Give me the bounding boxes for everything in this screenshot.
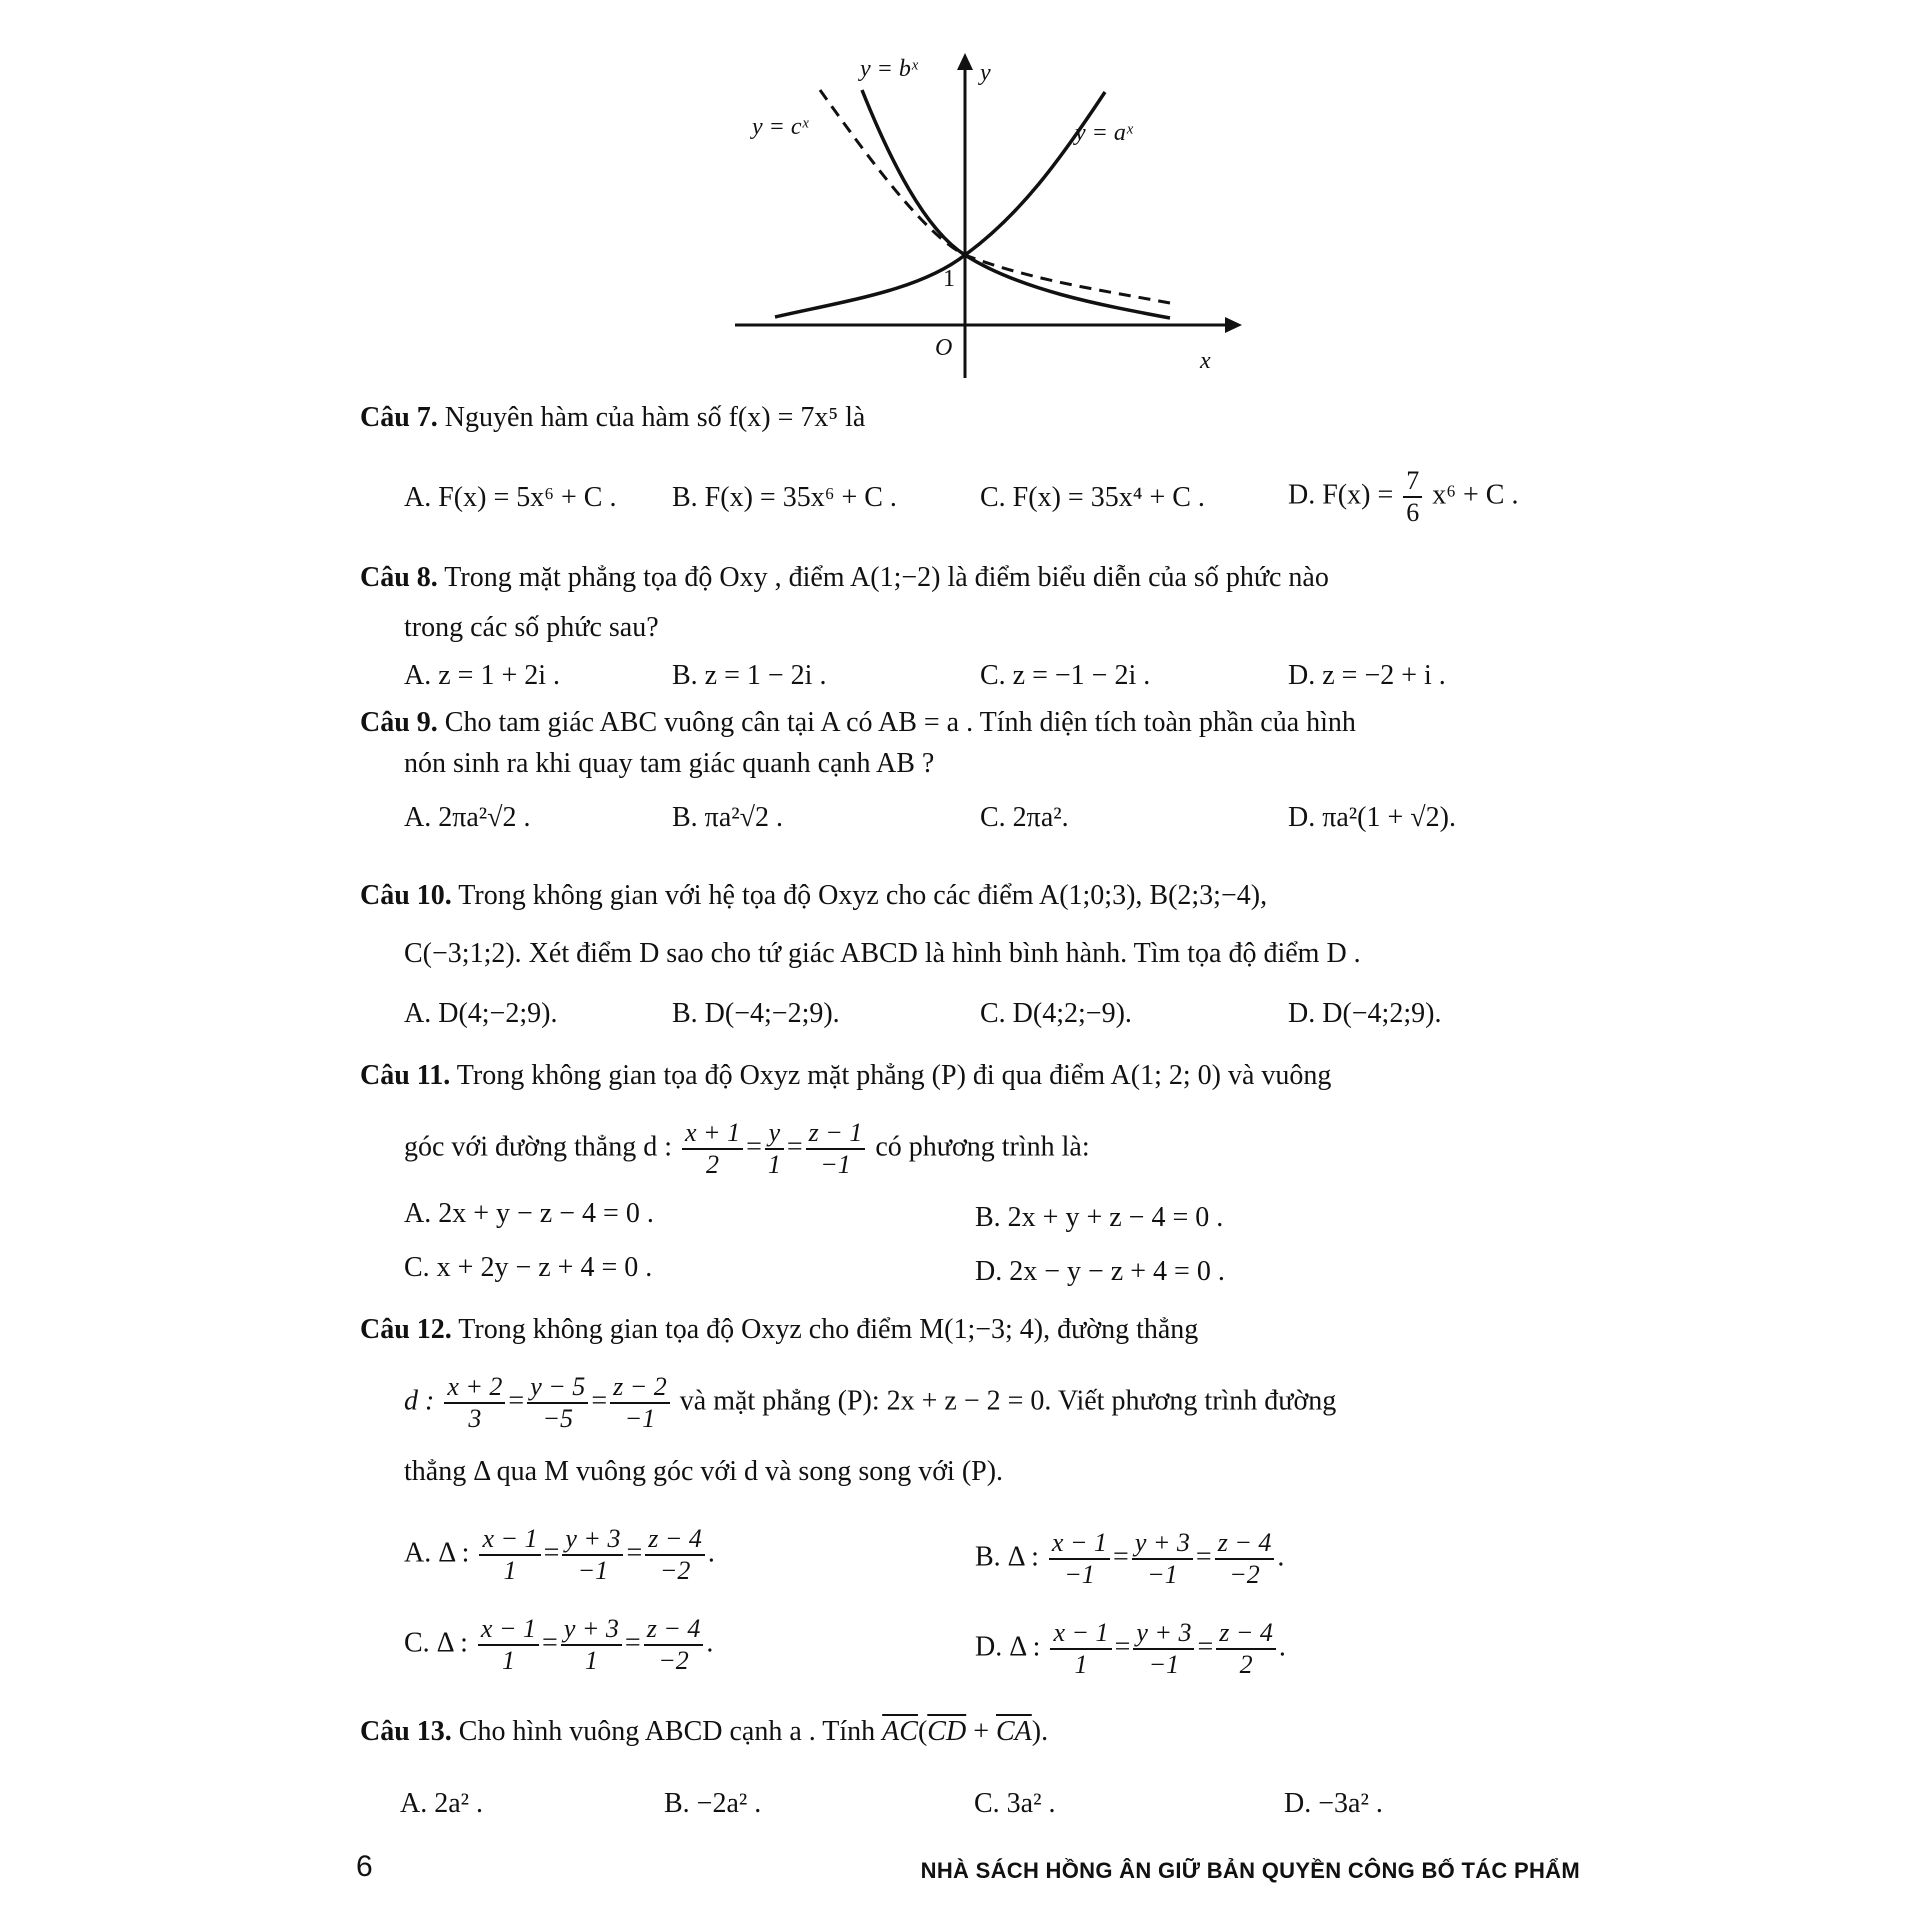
q9-option-d[interactable]: D. πa²(1 + √2).	[1288, 802, 1456, 833]
q11-suffix: có phương trình là:	[875, 1131, 1090, 1163]
question-text: Cho tam giác ABC vuông cân tại A có AB = a . Tính diện tích toàn phần của hình	[444, 707, 1356, 738]
q8-option-c[interactable]: C. z = −1 − 2i .	[980, 660, 1151, 691]
question-label: Câu 12.	[360, 1314, 452, 1345]
q12-c-fraction-2: $\frac{y + 3}{1}$	[561, 1614, 622, 1676]
q9-option-c[interactable]: C. 2πa².	[980, 802, 1069, 833]
q11-option-a[interactable]: A. 2x + y − z − 4 = 0 .	[404, 1198, 654, 1229]
q12-b-fraction-3: $\frac{z - 4}{-2}$	[1215, 1528, 1275, 1590]
question-11	[360, 1058, 1331, 1094]
vector-ca: $\overline{CA}$	[995, 1716, 1032, 1747]
q12-b-fraction-2: $\frac{y + 3}{-1}$	[1132, 1528, 1193, 1590]
q12-d-suffix: và mặt phẳng (P): 2x + z − 2 = 0. Viết phương trình đường	[679, 1385, 1337, 1417]
question-label: Câu 9.	[360, 707, 438, 738]
q7-d-prefix: D. F(x) =	[1288, 479, 1394, 511]
q13-option-a[interactable]: A. 2a² .	[400, 1788, 484, 1819]
q13-option-d[interactable]: D. −3a² .	[1284, 1788, 1383, 1819]
q12-c-fraction-1: $\frac{x - 1}{1}$	[478, 1614, 539, 1676]
q12-a-fraction-3: $\frac{z - 4}{-2}$	[645, 1524, 705, 1586]
q10-option-d[interactable]: D. D(−4;2;9).	[1288, 998, 1442, 1029]
question-12-line3: thẳng Δ qua M vuông góc với d và song song với (P).	[404, 1456, 1004, 1487]
q11-fraction-1: $\frac{x + 1}{2}$	[682, 1118, 743, 1180]
question-label: Câu 8.	[360, 562, 438, 593]
q11-fraction-3: $\frac{z - 1}{-1}$	[806, 1118, 866, 1180]
q7-option-d[interactable]	[1288, 466, 1518, 528]
q7-d-fraction: $\frac{7}{6}$	[1403, 466, 1422, 528]
question-label: Câu 7.	[360, 402, 438, 433]
y-axis-arrow-icon	[957, 53, 973, 70]
q12-option-c[interactable]: C. Δ : $\frac{x - 1}{1}$ = $\frac{y + 3}{1}$ = $\frac{z - 4}{-2}$ .	[404, 1614, 714, 1675]
q11-prefix: góc với đường thẳng d :	[404, 1131, 672, 1163]
q12-fraction-2: $\frac{y - 5}{-5}$	[527, 1372, 588, 1434]
q12-d-fraction-3: $\frac{z - 4}{2}$	[1216, 1618, 1276, 1680]
exponential-graph	[730, 50, 1250, 390]
q12-d-prefix: D. Δ :	[975, 1631, 1041, 1663]
curve-b-label: y = bˣ	[860, 56, 918, 82]
question-text: Trong không gian tọa độ Oxyz cho điểm M(1;−3; 4), đường thẳng	[458, 1314, 1199, 1345]
question-label: Câu 10.	[360, 880, 452, 911]
q12-option-d[interactable]: D. Δ : $\frac{x - 1}{1}$ = $\frac{y + 3}{-1}$ = $\frac{z - 4}{2}$ .	[975, 1618, 1286, 1679]
vector-cd: $\overline{CD}$	[927, 1716, 967, 1747]
q12-fraction-1: $\frac{x + 2}{3}$	[444, 1372, 505, 1434]
question-13: Câu 13. Cho hình vuông ABCD cạnh a . Tính $\overline{AC}(\overline{CD} + \overline{CA})$.	[360, 1716, 1049, 1747]
q7-option-a[interactable]: A. F(x) = 5x⁶ + C .	[404, 482, 617, 513]
q8-option-b[interactable]: B. z = 1 − 2i .	[672, 660, 827, 691]
q11-option-c[interactable]: C. x + 2y − z + 4 = 0 .	[404, 1252, 653, 1283]
q9-option-b[interactable]: B. πa²√2 .	[672, 802, 784, 833]
q12-c-prefix: C. Δ :	[404, 1627, 468, 1659]
question-9-line2: nón sinh ra khi quay tam giác quanh cạnh AB ?	[404, 748, 935, 779]
q8-option-d[interactable]: D. z = −2 + i .	[1288, 660, 1446, 691]
y-axis-label: y	[980, 60, 991, 86]
q13-option-c[interactable]: C. 3a² .	[974, 1788, 1056, 1819]
q12-d-fraction-1: $\frac{x - 1}{1}$	[1050, 1618, 1111, 1680]
question-8	[360, 560, 1329, 596]
q7-d-suffix: x⁶ + C .	[1432, 479, 1519, 511]
curve-a	[775, 92, 1105, 317]
q7-option-c[interactable]: C. F(x) = 35x⁴ + C .	[980, 482, 1205, 513]
q12-a-fraction-1: $\frac{x - 1}{1}$	[479, 1524, 540, 1586]
question-12-line2: d : $\frac{x + 2}{3}$ = $\frac{y - 5}{-5}$ = $\frac{z - 2}{-1}$ và mặt phẳng (P): 2x + z − 2 = 0. Viết phương trình đường	[404, 1372, 1337, 1433]
x-axis-label: x	[1200, 348, 1211, 374]
question-11-line2: góc với đường thẳng d : $\frac{x + 1}{2}$ = $\frac{y}{1}$ = $\frac{z - 1}{-1}$ có phương trình là:	[404, 1118, 1090, 1179]
q12-d-fraction-2: $\frac{y + 3}{-1}$	[1133, 1618, 1194, 1680]
one-label: 1	[943, 266, 955, 292]
question-text: Cho hình vuông ABCD cạnh a . Tính	[458, 1716, 876, 1747]
vector-ac: $\overline{AC}$	[882, 1716, 918, 1747]
page-number: 6	[356, 1850, 373, 1883]
curve-a-label: y = aˣ	[1075, 120, 1133, 146]
q12-c-fraction-3: $\frac{z - 4}{-2}$	[644, 1614, 704, 1676]
question-text: Trong không gian tọa độ Oxyz mặt phẳng (P) đi qua điểm A(1; 2; 0) và vuông	[456, 1060, 1332, 1091]
question-7	[360, 400, 865, 436]
question-12	[360, 1312, 1198, 1348]
q11-option-d[interactable]: D. 2x − y − z + 4 = 0 .	[975, 1256, 1225, 1287]
origin-label: O	[935, 335, 953, 361]
q9-option-a[interactable]: A. 2πa²√2 .	[404, 802, 531, 833]
question-text: Nguyên hàm của hàm số f(x) = 7x⁵ là	[444, 402, 866, 433]
q12-a-fraction-2: $\frac{y + 3}{-1}$	[562, 1524, 623, 1586]
q13-option-b[interactable]: B. −2a² .	[664, 1788, 762, 1819]
q7-option-b[interactable]: B. F(x) = 35x⁶ + C .	[672, 482, 897, 513]
q10-option-a[interactable]: A. D(4;−2;9).	[404, 998, 558, 1029]
q12-b-fraction-1: $\frac{x - 1}{-1}$	[1049, 1528, 1110, 1590]
q12-option-b[interactable]: B. Δ : $\frac{x - 1}{-1}$ = $\frac{y + 3}{-1}$ = $\frac{z - 4}{-2}$ .	[975, 1528, 1285, 1589]
q12-d-prefix: d :	[404, 1385, 435, 1417]
question-label: Câu 11.	[360, 1060, 451, 1091]
q10-option-c[interactable]: C. D(4;2;−9).	[980, 998, 1132, 1029]
question-text: Trong không gian với hệ tọa độ Oxyz cho các điểm A(1;0;3), B(2;3;−4),	[458, 880, 1268, 911]
q10-option-b[interactable]: B. D(−4;−2;9).	[672, 998, 840, 1029]
q8-option-a[interactable]: A. z = 1 + 2i .	[404, 660, 561, 691]
q11-fraction-2: $\frac{y}{1}$	[765, 1118, 784, 1180]
q12-b-prefix: B. Δ :	[975, 1541, 1039, 1573]
question-text: Trong mặt phẳng tọa độ Oxy , điểm A(1;−2) là điểm biểu diễn của số phức nào	[444, 562, 1329, 593]
q12-a-prefix: A. Δ :	[404, 1537, 470, 1569]
question-label: Câu 13.	[360, 1716, 452, 1747]
x-axis-arrow-icon	[1225, 317, 1242, 333]
question-10-line2: C(−3;1;2). Xét điểm D sao cho tứ giác ABCD là hình bình hành. Tìm tọa độ điểm D .	[404, 938, 1361, 969]
question-10	[360, 878, 1267, 914]
publisher-notice: NHÀ SÁCH HỒNG ÂN GIỮ BẢN QUYỀN CÔNG BỐ TÁC PHẨM	[920, 1858, 1580, 1883]
question-9	[360, 705, 1356, 741]
q12-option-a[interactable]: A. Δ : $\frac{x - 1}{1}$ = $\frac{y + 3}{-1}$ = $\frac{z - 4}{-2}$ .	[404, 1524, 715, 1585]
q11-option-b[interactable]: B. 2x + y + z − 4 = 0 .	[975, 1202, 1224, 1233]
curve-c-label: y = cˣ	[752, 114, 809, 140]
question-8-line2: trong các số phức sau?	[404, 612, 659, 643]
q12-fraction-3: $\frac{z - 2}{-1}$	[610, 1372, 670, 1434]
